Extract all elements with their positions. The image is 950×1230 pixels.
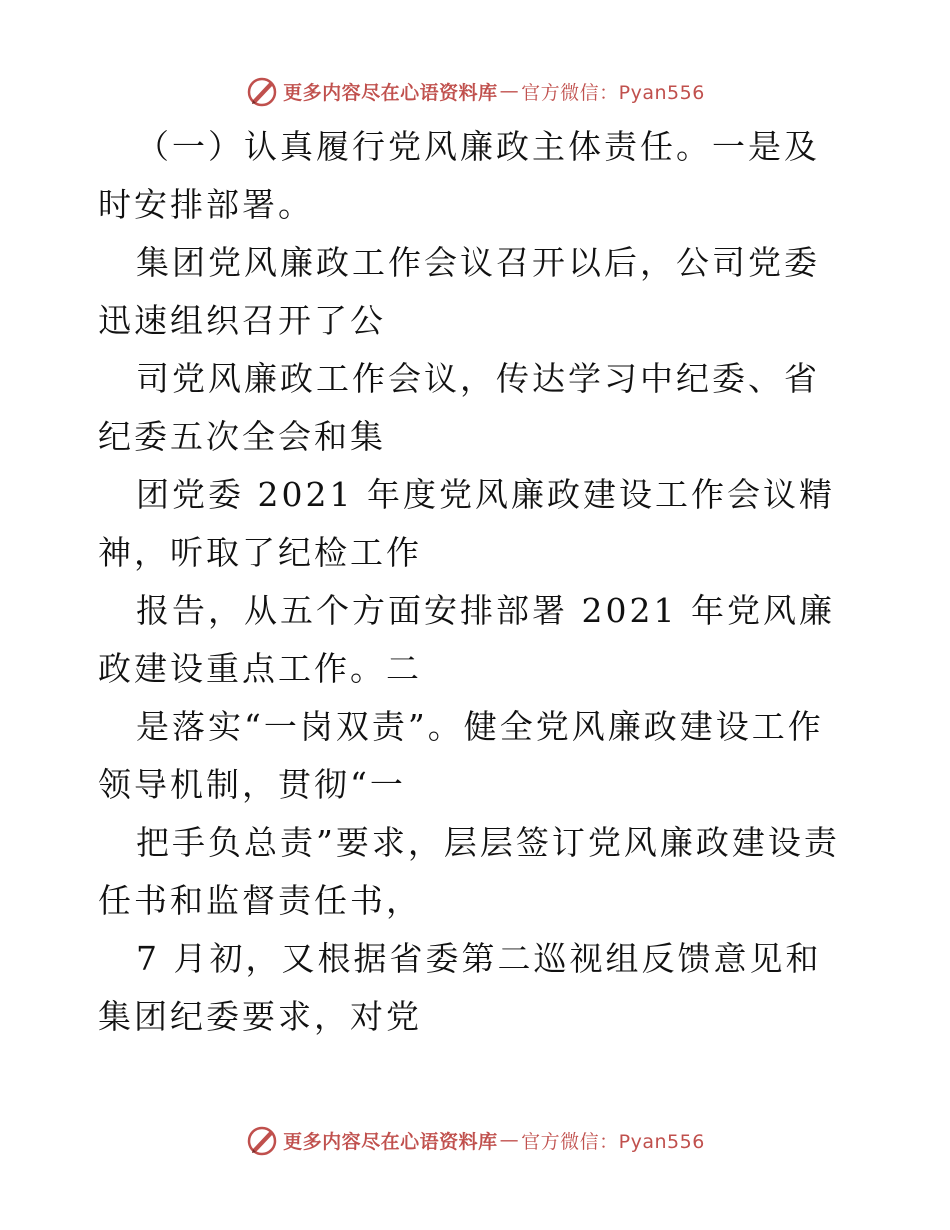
paragraph: 是落实“一岗双责”。健全党风廉政建设工作领导机制，贯彻“一 (98, 707, 824, 804)
watermark-separator: — (499, 1129, 520, 1151)
paragraph: 团党委 2021 年度党风廉政建设工作会议精神，听取了纪检工作 (98, 475, 835, 572)
document-body (98, 118, 854, 1046)
paragraph: 7 月初，又根据省委第二巡视组反馈意见和集团纪委要求，对党 (98, 939, 822, 1036)
logo-icon (245, 1123, 279, 1157)
paragraph: 把手负总责”要求，层层签订党风廉政建设责任书和监督责任书， (98, 823, 840, 920)
paragraph: 司党风廉政工作会议，传达学习中纪委、省纪委五次全会和集 (98, 359, 820, 456)
logo-icon (245, 74, 279, 108)
header-watermark (0, 71, 950, 111)
paragraph: 报告，从五个方面安排部署 2021 年党风廉政建设重点工作。二 (98, 591, 835, 688)
footer-watermark (0, 1120, 950, 1160)
paragraph: （一）认真履行党风廉政主体责任。一是及时安排部署。 (98, 127, 820, 224)
watermark-main-text: 更多内容尽在心语资料库 (283, 81, 498, 104)
paragraph: 集团党风廉政工作会议召开以后，公司党委迅速组织召开了公 (98, 243, 820, 340)
watermark-sub-text: 官方微信：Pyan556 (521, 1130, 705, 1153)
watermark-separator: — (499, 80, 520, 102)
watermark-sub-text: 官方微信：Pyan556 (521, 81, 705, 104)
watermark-main-text: 更多内容尽在心语资料库 (283, 1130, 498, 1153)
